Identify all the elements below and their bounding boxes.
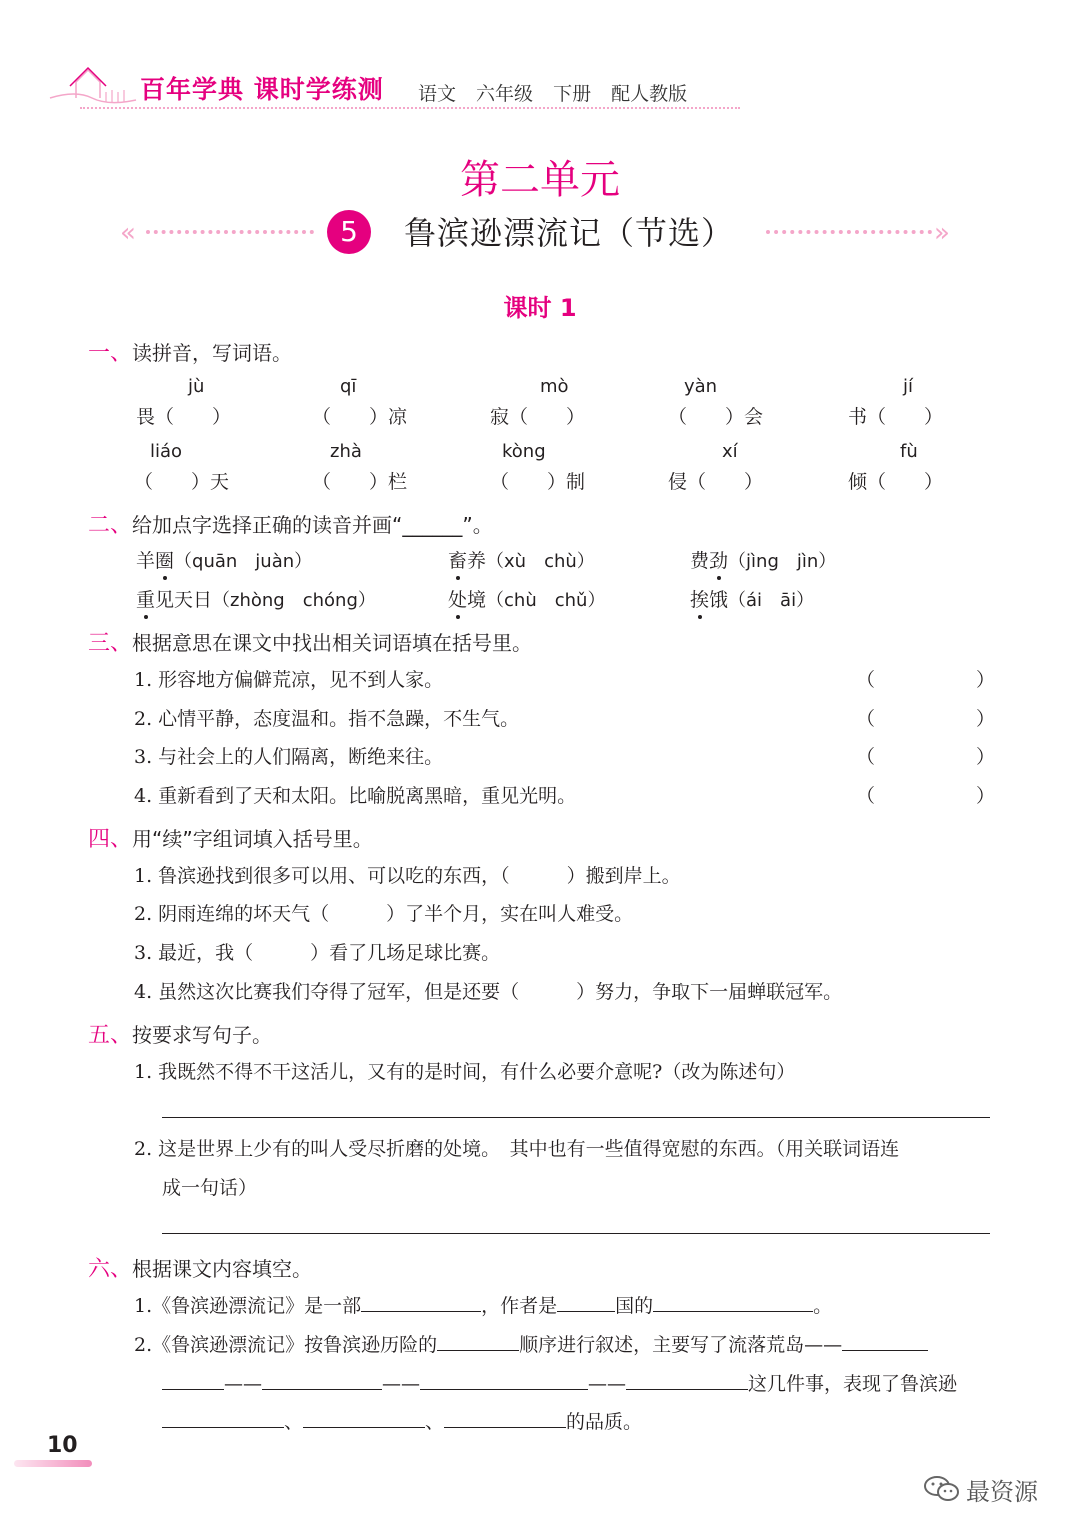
section-1-heading	[88, 336, 292, 367]
left-arrows-icon: «	[120, 218, 136, 248]
fill-blank[interactable]	[653, 1293, 813, 1312]
fill-sentence[interactable]: 3. 最近，我（ ）看了几场足球比赛。	[134, 942, 501, 964]
section-number: 三、	[88, 631, 133, 656]
section-2-heading	[88, 508, 493, 539]
section-title: 用“续”字组词填入括号里。	[132, 827, 373, 851]
fill-sentence[interactable]: 4. 虽然这次比赛我们夺得了冠军，但是还要（ ）努力，争取下一届蝉联冠军。	[134, 981, 843, 1003]
section-3-heading	[88, 626, 532, 657]
lesson-title: 鲁滨逊漂流记（节选）	[404, 214, 735, 252]
section-title: 读拼音，写词语。	[132, 341, 293, 365]
rewrite-question: 1. 我既然不得不干这活儿，又有的是时间，有什么必要介意呢?（改为陈述句）	[134, 1061, 796, 1083]
fill-blank[interactable]	[557, 1293, 615, 1312]
house-logo-icon	[46, 64, 138, 108]
pinyin: yàn	[684, 376, 718, 397]
fill-sentence[interactable]: 2. 阴雨连绵的坏天气（ ）了半个月，实在叫人难受。	[134, 903, 634, 925]
section-number: 一、	[88, 341, 133, 366]
fill-blank[interactable]	[626, 1371, 748, 1390]
fill-blank[interactable]	[444, 1409, 566, 1428]
fill-blank[interactable]	[420, 1371, 588, 1390]
section-number: 四、	[88, 827, 133, 852]
pinyin: jí	[903, 376, 914, 397]
watermark-text: 最资源	[966, 1478, 1038, 1506]
fill-blank[interactable]	[303, 1409, 425, 1428]
answer-paren-open: （	[856, 746, 876, 768]
section-title: 按要求写句子。	[132, 1023, 273, 1047]
pronunciation-item[interactable]: 挨饿（ái āi）	[690, 585, 814, 612]
wechat-icon	[922, 1474, 962, 1504]
answer-paren-close[interactable]: ）	[976, 785, 996, 807]
definition-item: 3. 与社会上的人们隔离，断绝来往。	[134, 746, 444, 768]
fill-blank[interactable]	[262, 1371, 382, 1390]
answer-paren-close[interactable]: ）	[976, 708, 996, 730]
answer-paren-open: （	[856, 708, 876, 730]
section-number: 五、	[88, 1023, 133, 1048]
pinyin: kòng	[502, 441, 546, 462]
word-blank[interactable]: （ ）制	[490, 471, 586, 493]
definition-item: 1. 形容地方偏僻荒凉，见不到人家。	[134, 669, 444, 691]
pinyin: zhà	[330, 441, 362, 462]
rewrite-question: 2. 这是世界上少有的叫人受尽折磨的处境。 其中也有一些值得宽慰的东西。（用关联词语连	[134, 1138, 900, 1160]
pinyin: fù	[900, 441, 918, 462]
pronunciation-item[interactable]: 处境（chù chǔ）	[448, 585, 605, 612]
definition-item: 2. 心情平静，态度温和。指不急躁，不生气。	[134, 708, 520, 730]
fill-question: 1.《鲁滨逊漂流记》是一部 ，作者是 国的 。	[134, 1295, 833, 1317]
word-blank[interactable]: 寂（ ）	[490, 406, 586, 428]
word-blank[interactable]: 畏（ ）	[136, 406, 232, 428]
word-blank[interactable]: 书（ ）	[848, 406, 944, 428]
answer-line[interactable]	[162, 1117, 990, 1118]
brand-title: 百年学典 课时学练测	[140, 75, 384, 104]
section-number: 二、	[88, 513, 133, 538]
answer-paren-close[interactable]: ）	[976, 669, 996, 691]
answer-paren-close[interactable]: ）	[976, 746, 996, 768]
definition-item: 4. 重新看到了天和太阳。比喻脱离黑暗，重见光明。	[134, 785, 577, 807]
pinyin: mò	[540, 376, 569, 397]
section-4-heading	[88, 822, 373, 853]
section-title: 根据课文内容填空。	[132, 1257, 313, 1281]
right-dotted-line	[766, 230, 932, 234]
fill-question-cont: —— —— —— 这几件事，表现了鲁滨逊	[162, 1369, 957, 1396]
fill-question: 2.《鲁滨逊漂流记》按鲁滨逊历险的 顺序进行叙述，主要写了流落荒岛——	[134, 1330, 928, 1357]
word-blank[interactable]: 倾（ ）	[848, 471, 944, 493]
fill-blank[interactable]	[162, 1409, 284, 1428]
answer-paren-open: （	[856, 785, 876, 807]
unit-title: 第二单元	[460, 157, 620, 203]
word-blank[interactable]: （ ）凉	[312, 406, 408, 428]
answer-line[interactable]	[162, 1233, 990, 1234]
word-blank[interactable]: 侵（ ）	[668, 471, 764, 493]
pinyin: qī	[340, 376, 357, 397]
fill-blank[interactable]	[361, 1293, 481, 1312]
answer-paren-open: （	[856, 669, 876, 691]
section-number: 六、	[88, 1257, 133, 1282]
page-number: 10	[47, 1433, 78, 1458]
fill-question-cont: 、 、 的品质。	[162, 1407, 642, 1434]
header-divider	[80, 107, 740, 109]
period-title: 课时 1	[503, 294, 577, 322]
lesson-number-badge: 5	[327, 210, 371, 254]
word-blank[interactable]: （ ）天	[134, 471, 230, 493]
fill-blank[interactable]	[437, 1332, 519, 1351]
rewrite-question-cont: 成一句话）	[162, 1177, 258, 1199]
left-dotted-line	[146, 230, 314, 234]
pronunciation-item[interactable]: 羊圈（quān juàn）	[136, 546, 312, 573]
section-5-heading	[88, 1018, 272, 1049]
word-blank[interactable]: （ ）会	[668, 406, 764, 428]
book-subject: 语文 六年级 下册 配人教版	[418, 83, 688, 105]
right-arrows-icon: »	[934, 218, 950, 248]
pinyin: liáo	[150, 441, 183, 462]
word-blank[interactable]: （ ）栏	[312, 471, 408, 493]
section-title: 根据意思在课文中找出相关词语填在括号里。	[132, 631, 533, 655]
fill-blank[interactable]	[162, 1371, 224, 1390]
pronunciation-item[interactable]: 重见天日（zhòng chóng）	[136, 585, 376, 612]
page-bar	[14, 1460, 92, 1467]
section-6-heading	[88, 1252, 312, 1283]
section-title: 给加点字选择正确的读音并画“______”。	[132, 513, 493, 537]
pinyin: jù	[188, 376, 205, 397]
fill-sentence[interactable]: 1. 鲁滨逊找到很多可以用、可以吃的东西，（ ）搬到岸上。	[134, 865, 681, 887]
pronunciation-item[interactable]: 畜养（xù chù）	[448, 546, 595, 573]
fill-blank[interactable]	[842, 1332, 928, 1351]
pinyin: xí	[722, 441, 738, 462]
pronunciation-item[interactable]: 费劲（jìng jìn）	[690, 546, 836, 573]
